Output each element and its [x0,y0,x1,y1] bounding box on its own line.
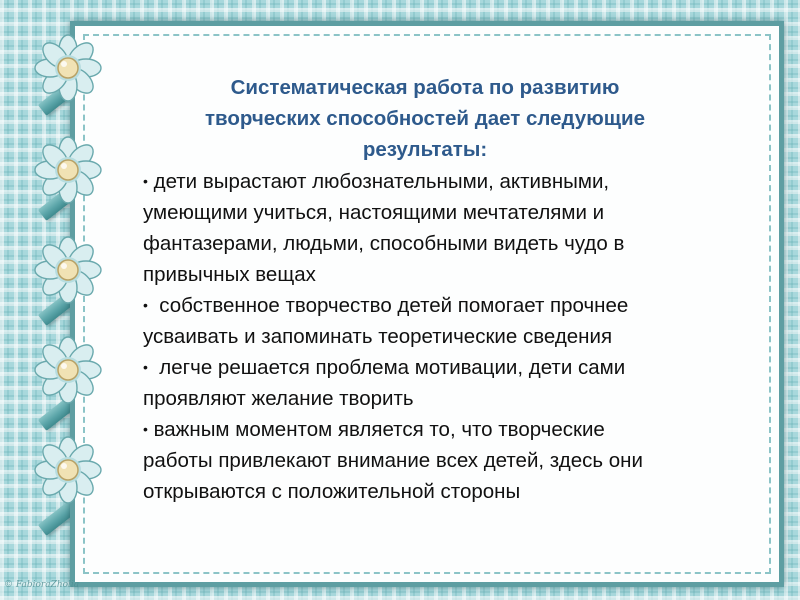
bullet-marker: • [143,359,148,375]
bullet-item [143,414,763,507]
bullet-item [143,352,763,414]
bullet-item [143,166,763,290]
flower-icon [33,33,103,103]
bullet-line: работы привлекают внимание всех детей, здесь они [143,449,643,472]
bullet-marker: • [143,173,148,189]
bullet-list [143,166,763,507]
slide-title: Систематическая работа по развитию творческих способностей дает следующие результаты: [205,76,645,161]
bullet-line: усваивать и запоминать теоретические сведения [143,325,613,348]
bullet-line: важным моментом является то, что творческие [147,418,605,441]
bullet-line: открываются с положительной стороны [143,480,521,503]
flower-icon [33,135,103,205]
bullet-line: фантазерами, людьми, способными видеть чудо в [143,232,625,255]
bullet-line: умеющими учиться, настоящими мечтателями и [143,201,605,224]
bullet-line: проявляют желание творить [143,387,414,410]
bullet-marker: • [143,297,148,313]
slide-card [75,26,779,582]
bullet-line: легче решается проблема мотивации, дети сами [147,356,626,379]
bullet-line: собственное творчество детей помогает прочнее [147,294,629,317]
bullet-line: дети вырастают любознательными, активными, [147,170,610,193]
bullet-marker: • [143,421,148,437]
flower-icon [33,435,103,505]
bullet-item [143,290,763,352]
bullet-line: привычных вещах [143,263,316,286]
flower-icon [33,335,103,405]
flower-icon [33,235,103,305]
watermark-signature: © FabioraZholia [4,580,80,590]
